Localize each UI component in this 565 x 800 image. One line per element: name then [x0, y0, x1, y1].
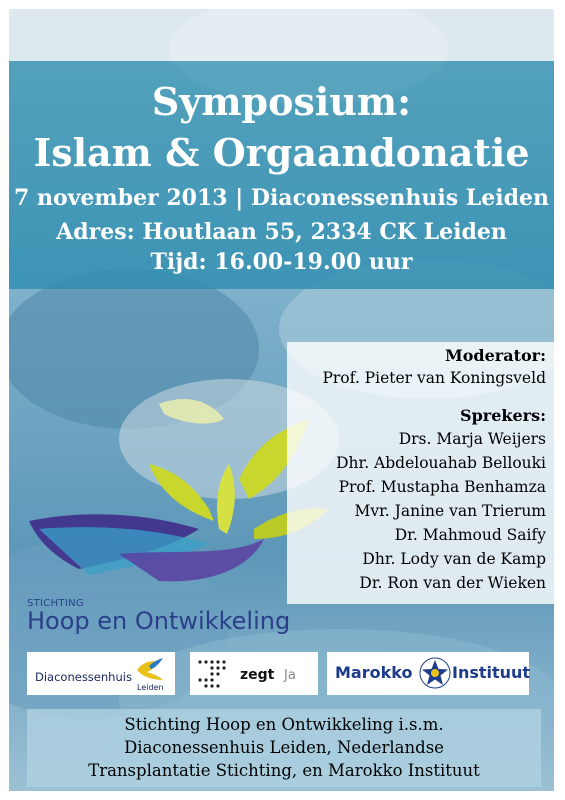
diaconessenhuis-name: Diaconessenhuis — [35, 670, 132, 684]
diaconessenhuis-logo — [27, 652, 175, 695]
date-location: 7 november 2013 | Diaconessenhuis Leiden — [14, 185, 549, 211]
footer-line: Transplantatie Stichting, en Marokko Instituut — [88, 761, 480, 780]
zegt-text: zegt — [240, 667, 275, 683]
address: Adres: Houtlaan 55, 2334 CK Leiden — [56, 219, 507, 245]
marokko-instituut-logo — [327, 652, 529, 695]
zegt-ja-logo — [190, 652, 318, 695]
time: Tijd: 16.00-19.00 uur — [150, 249, 413, 275]
hoop-logo-small: STICHTING — [27, 598, 84, 609]
footer-line: Diaconessenhuis Leiden, Nederlandse — [124, 738, 444, 757]
instituut-text: Instituut — [452, 663, 531, 682]
symposium-title: Symposium: — [151, 79, 412, 124]
ja-text: Ja — [284, 668, 296, 683]
speaker-item: Dr. Mahmoud Saify — [394, 526, 546, 544]
speaker-item: Dr. Ron van der Wieken — [359, 574, 546, 592]
moderator-heading: Moderator: — [445, 346, 546, 365]
speakers-heading: Sprekers: — [460, 406, 546, 425]
star-icon — [419, 657, 451, 689]
speakers-panel — [287, 342, 554, 604]
symposium-subtitle: Islam & Orgaandonatie — [33, 130, 530, 175]
hoop-logo-name: Hoop en Ontwikkeling — [27, 607, 291, 635]
dove-icon — [135, 656, 165, 682]
marokko-text: Marokko — [335, 663, 413, 682]
diaconessenhuis-city: Leiden — [137, 683, 164, 692]
speaker-item: Mvr. Janine van Trierum — [354, 502, 546, 520]
speaker-item: Dhr. Abdelouahab Bellouki — [336, 454, 546, 472]
footer-panel — [27, 709, 541, 787]
poster — [9, 9, 554, 791]
speaker-item: Drs. Marja Weijers — [398, 430, 546, 448]
dots-icon — [196, 658, 236, 690]
footer-line: Stichting Hoop en Ontwikkeling i.s.m. — [124, 715, 444, 734]
speaker-item: Prof. Mustapha Benhamza — [338, 478, 546, 496]
speaker-item: Dhr. Lody van de Kamp — [362, 550, 546, 568]
hoop-en-ontwikkeling-logo — [27, 598, 290, 635]
moderator-name: Prof. Pieter van Koningsveld — [322, 369, 546, 387]
